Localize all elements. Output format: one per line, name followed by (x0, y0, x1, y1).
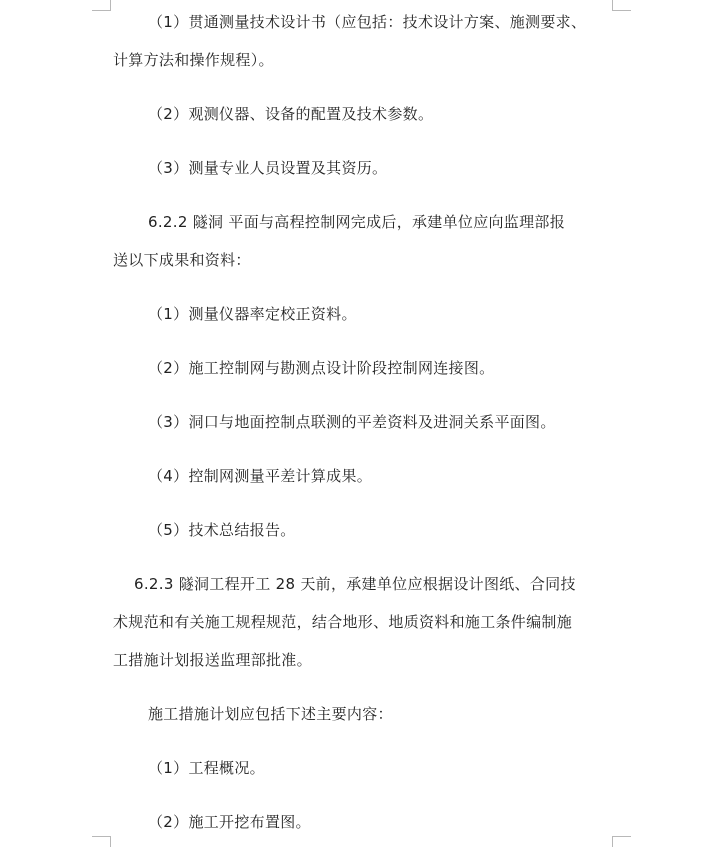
page-corner-mark-bottom-left (92, 836, 111, 847)
page-corner-mark-top-right (612, 0, 631, 11)
list-item-line: （5）技术总结报告。 (148, 521, 296, 539)
page-corner-mark-top-left (92, 0, 111, 11)
paragraph-line: 工措施计划报送监理部批准。 (113, 651, 312, 669)
page-corner-mark-bottom-right (612, 836, 631, 847)
paragraph-line: 术规范和有关施工规程规范，结合地形、地质资料和施工条件编制施 (113, 613, 573, 631)
section-heading-line: 6.2.2 隧洞 平面与高程控制网完成后，承建单位应向监理部报 (148, 213, 566, 231)
list-item-line: （2）观测仪器、设备的配置及技术参数。 (148, 105, 434, 123)
paragraph-line: （1）贯通测量技术设计书（应包括：技术设计方案、施测要求、 (148, 13, 587, 31)
list-item-line: （1）工程概况。 (148, 759, 265, 777)
paragraph-line: 送以下成果和资料： (113, 251, 251, 269)
section-heading-line: 6.2.3 隧洞工程开工 28 天前，承建单位应根据设计图纸、合同技 (134, 575, 576, 593)
paragraph-line: 计算方法和操作规程）。 (113, 51, 274, 69)
list-item-line: （4）控制网测量平差计算成果。 (148, 467, 373, 485)
list-item-line: （2）施工控制网与勘测点设计阶段控制网连接图。 (148, 359, 495, 377)
list-item-line: （3）洞口与地面控制点联测的平差资料及进洞关系平面图。 (148, 413, 556, 431)
list-item-line: （1）测量仪器率定校正资料。 (148, 305, 357, 323)
paragraph-line: 施工措施计划应包括下述主要内容： (148, 705, 393, 723)
list-item-line: （2）施工开挖布置图。 (148, 813, 311, 831)
list-item-line: （3）测量专业人员设置及其资历。 (148, 159, 388, 177)
